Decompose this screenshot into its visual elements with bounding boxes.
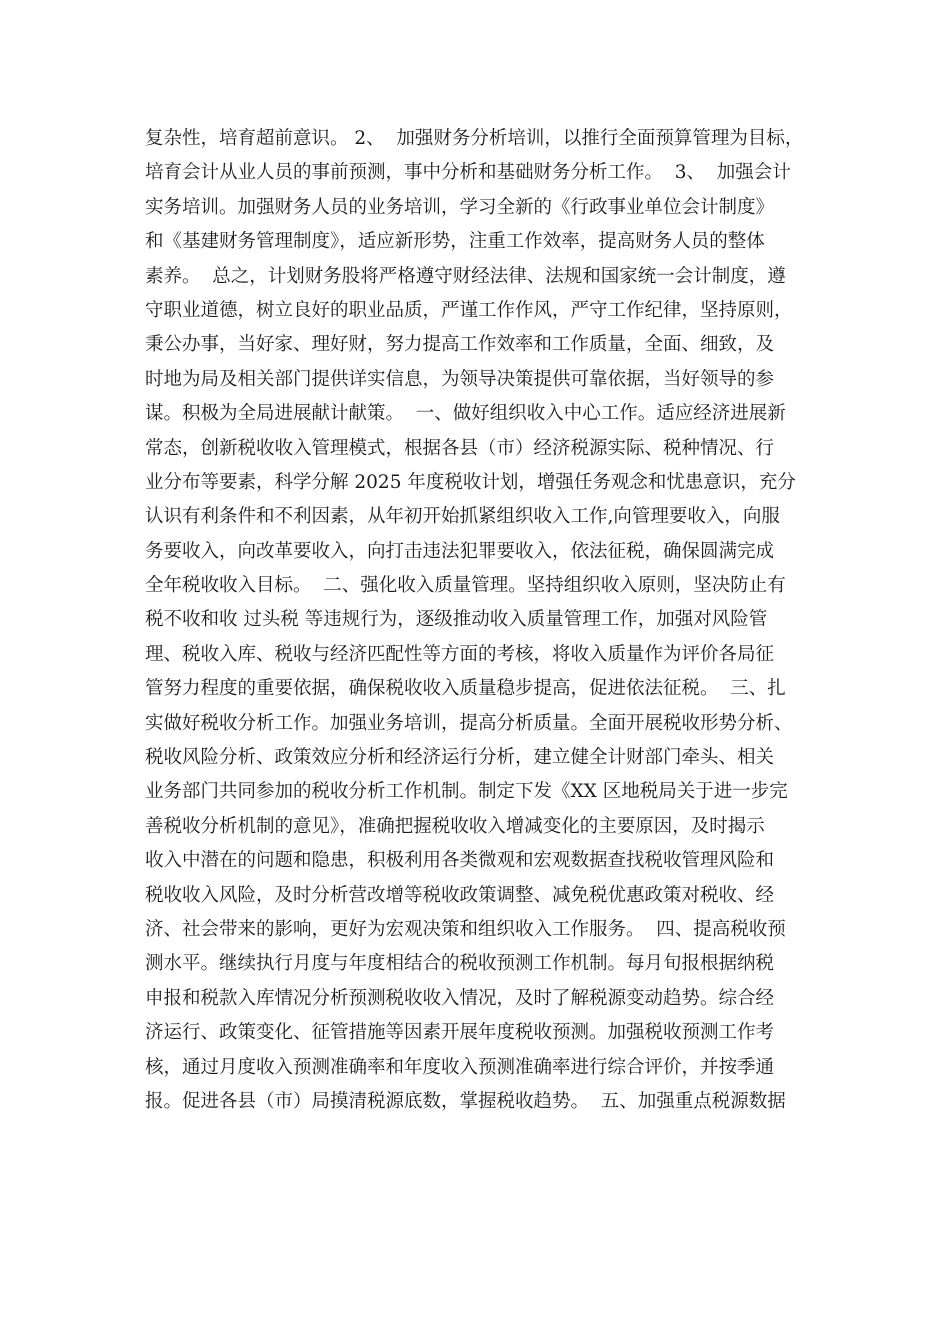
text-line: 业分布等要素，科学分解 2025 年度税收计划，增强任务观念和忧患意识，充分 (145, 471, 796, 493)
text-line: 税不收和收 过头税 等违规行为，逐级推动收入质量管理工作，加强对风险管 (145, 609, 768, 631)
text-line: 认识有利条件和不利因素，从年初开始抓紧组织收入工作,向管理要收入，向服 (145, 506, 780, 528)
text-line: 实务培训。加强财务人员的业务培训，学习全新的《行政事业单位会计制度》 (145, 196, 775, 218)
text-line: 全年税收收入目标。 二、强化收入质量管理。坚持组织收入原则，坚决防止有 (145, 575, 786, 597)
text-line: 税收风险分析、政策效应分析和经济运行分析，建立健全计财部门牵头、相关 (145, 747, 775, 769)
text-line: 常态，创新税收收入管理模式，根据各县（市）经济税源实际、税种情况、行 (145, 437, 775, 459)
text-line: 谋。积极为全局进展献计献策。 一、做好组织收入中心工作。适应经济进展新 (145, 403, 786, 425)
text-line: 和《基建财务管理制度》，适应新形势，注重工作效率，提高财务人员的整体 (145, 231, 765, 253)
body-text (145, 122, 815, 1119)
text-line: 秉公办事，当好家、理好财，努力提高工作效率和工作质量，全面、细致，及 (145, 334, 775, 356)
text-line: 税收收入风险，及时分析营改增等税收政策调整、减免税优惠政策对税收、经 (145, 884, 775, 906)
text-line: 守职业道德，树立良好的职业品质，严谨工作作风，严守工作纪律，坚持原则， (145, 299, 793, 321)
text-line: 申报和税款入库情况分析预测税收收入情况，及时了解税源变动趋势。综合经 (145, 987, 775, 1009)
text-line: 复杂性，培育超前意识。 2、 加强财务分析培训，以推行全面预算管理为目标， (145, 128, 804, 149)
text-line: 业务部门共同参加的税收分析工作机制。制定下发《XX 区地税局关于进一步完 (145, 781, 788, 803)
text-line: 核，通过月度收入预测准确率和年度收入预测准确率进行综合评价，并按季通 (145, 1056, 775, 1078)
text-line: 务要收入，向改革要收入，向打击违法犯罪要收入，依法征税，确保圆满完成 (145, 540, 775, 562)
text-line: 理、税收入库、税收与经济匹配性等方面的考核，将收入质量作为评价各局征 (145, 643, 775, 665)
text-line: 济运行、政策变化、征管措施等因素开展年度税收预测。加强税收预测工作考 (145, 1022, 775, 1044)
text-line: 实做好税收分析工作。加强业务培训，提高分析质量。全面开展税收形势分析、 (145, 712, 793, 734)
text-line: 济、社会带来的影响，更好为宏观决策和组织收入工作服务。 四、提高税收预 (145, 918, 786, 940)
text-line: 培育会计从业人员的事前预测，事中分析和基础财务分析工作。 3、 加强会计 (145, 162, 791, 184)
text-line: 测水平。继续执行月度与年度相结合的税收预测工作机制。每月旬报根据纳税 (145, 953, 775, 975)
text-line: 素养。 总之，计划财务股将严格遵守财经法律、法规和国家统一会计制度，遵 (145, 265, 786, 287)
text-line: 报。促进各县（市）局摸清税源底数，掌握税收趋势。 五、加强重点税源数据 (145, 1090, 786, 1112)
text-line: 管努力程度的重要依据，确保税收收入质量稳步提高，促进依法征税。 三、扎 (145, 678, 786, 700)
text-line: 收入中潜在的问题和隐患，积极利用各类微观和宏观数据查找税收管理风险和 (145, 850, 775, 872)
text-line: 善税收分析机制的意见》，准确把握税收收入增减变化的主要原因，及时揭示 (145, 815, 765, 837)
text-line: 时地为局及相关部门提供详实信息，为领导决策提供可靠依据，当好领导的参 (145, 368, 775, 390)
